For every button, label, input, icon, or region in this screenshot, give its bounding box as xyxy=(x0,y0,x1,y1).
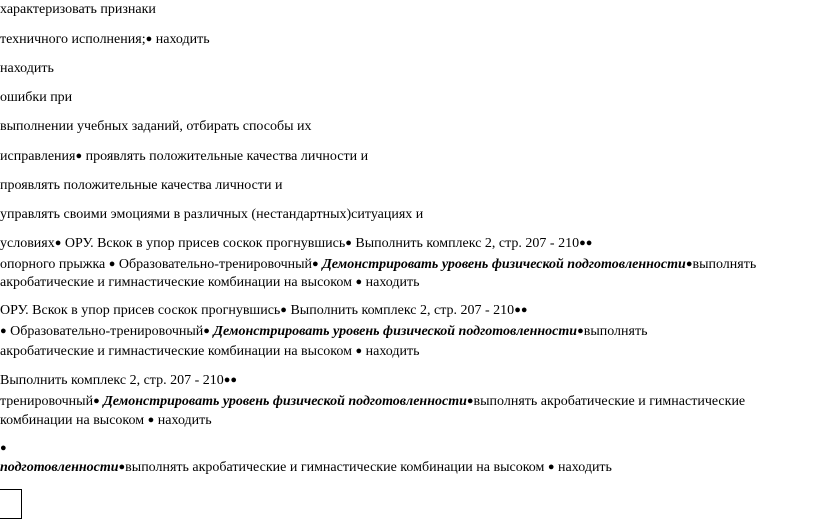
text-line: тренировочный● Демонстрировать уровень физической подготовленности●выполнять акробатические и гимнастические xyxy=(0,394,746,409)
bullet-icon: ● xyxy=(75,150,83,162)
bullet-icon: ● xyxy=(118,461,126,473)
text-line: ошибки при xyxy=(0,90,73,105)
text-line: Выполнить комплекс 2, стр. 207 - 210●● xyxy=(0,373,238,388)
bullet-icon: ● xyxy=(466,395,474,407)
bullet-icon: ●● xyxy=(223,374,238,386)
bullet-icon: ● xyxy=(54,237,62,249)
bullet-icon: ● xyxy=(0,325,7,337)
bullet-icon: ● xyxy=(355,345,363,357)
bullet-icon: ●● xyxy=(579,237,593,249)
text-line xyxy=(0,440,7,457)
bullet-icon: ● xyxy=(0,442,7,454)
bullet-icon: ● xyxy=(93,395,100,407)
text-line: выполнении учебных заданий, отбирать способы их xyxy=(0,119,312,134)
text-line: находить xyxy=(0,61,54,76)
text-line: комбинации на высоком ● находить xyxy=(0,413,212,428)
table-cell-border xyxy=(0,489,22,519)
bullet-icon: ● xyxy=(312,258,319,270)
bullet-icon: ● xyxy=(577,325,584,337)
bullet-icon: ● xyxy=(355,276,363,288)
text-line: характеризовать признаки xyxy=(0,2,156,17)
bullet-icon: ● xyxy=(108,258,116,270)
text-line: техничного исполнения;● находить xyxy=(0,32,210,47)
bullet-icon: ● xyxy=(547,461,555,473)
text-line: опорного прыжка ● Образовательно-тренировочный● Демонстрировать уровень физической подготовленности●выполнять xyxy=(0,257,757,272)
text-line: ОРУ. Вскок в упор присев соскок прогнувшись● Выполнить комплекс 2, стр. 207 - 210●● xyxy=(0,303,528,318)
text-line: акробатические и гимнастические комбинации на высоком ● находить xyxy=(0,344,420,359)
text-line: подготовленности●выполнять акробатические и гимнастические комбинации на высоком ● находить xyxy=(0,460,612,475)
bullet-icon: ● xyxy=(685,258,693,270)
text-line: исправления● проявлять положительные качества личности и xyxy=(0,149,369,164)
text-line: ● Образовательно-тренировочный● Демонстрировать уровень физической подготовленности●выполнять xyxy=(0,324,648,339)
text-line: управлять своими эмоциями в различных (нестандартных)ситуациях и xyxy=(0,207,424,222)
bullet-icon: ● xyxy=(147,414,155,426)
text-line: проявлять положительные качества личности и xyxy=(0,178,283,193)
bullet-icon: ● xyxy=(203,325,210,337)
bullet-icon: ● xyxy=(345,237,352,249)
bullet-icon: ● xyxy=(145,33,153,45)
bullet-icon: ●● xyxy=(514,304,528,316)
bullet-icon: ● xyxy=(280,304,287,316)
text-line: условиях● ОРУ. Вскок в упор присев соскок прогнувшись● Выполнить комплекс 2, стр. 207 - 210●● xyxy=(0,236,593,251)
text-line: акробатические и гимнастические комбинации на высоком ● находить xyxy=(0,275,420,290)
